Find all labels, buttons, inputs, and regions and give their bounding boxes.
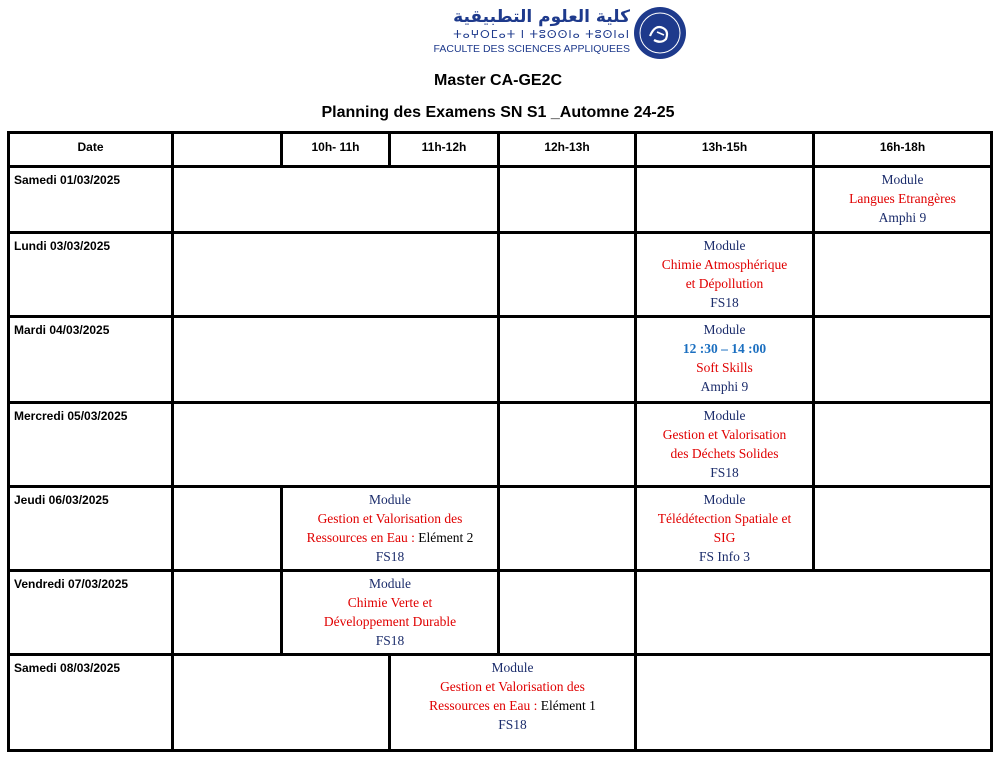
column-header: 13h-15h [636,133,814,167]
exam-room: FS18 [375,633,405,648]
faculty-name-tifinagh: ⵜⴰⵖⵔⵎⴰⵜ ⵏ ⵜⵓⵙⵙⵏⴰ ⵜⵓⵙⵏⴰⵏ [453,28,630,41]
exam-cell [636,487,814,571]
column-header [173,133,282,167]
table-row [9,233,992,317]
document-header [0,0,996,130]
empty-cell [814,403,992,487]
exam-cell [390,655,636,751]
empty-cell [499,571,636,655]
module-name: Gestion et Valorisation des [317,511,463,526]
planning-title: Planning des Examens SN S1 _Automne 24-25 [321,104,675,121]
empty-cell [814,233,992,317]
date-cell: Vendredi 07/03/2025 [9,571,173,655]
date-cell: Lundi 03/03/2025 [9,233,173,317]
module-name: Chimie Verte et [347,595,433,610]
empty-cell [173,571,282,655]
module-label: Module [881,172,924,187]
exam-time: 12 :30 – 14 :00 [682,341,767,356]
empty-cell [636,571,992,655]
faculty-name-french: FACULTE DES SCIENCES APPLIQUEES [433,43,630,55]
empty-cell [173,167,499,233]
empty-cell [636,655,992,751]
table-row [9,167,992,233]
exam-cell [282,487,499,571]
empty-cell [173,317,499,403]
empty-cell [636,167,814,233]
exam-cell [636,317,814,403]
empty-cell [499,487,636,571]
module-name: SIG [713,530,736,545]
empty-cell [173,233,499,317]
module-label: Module [369,576,411,591]
exam-cell [814,167,992,233]
module-name: Chimie Atmosphérique [661,257,788,272]
exam-schedule-table [7,131,993,752]
module-name: et Dépollution [685,276,764,291]
column-header: 10h- 11h [282,133,390,167]
empty-cell [499,317,636,403]
exam-cell [636,403,814,487]
module-name-line [391,696,634,715]
empty-cell [499,403,636,487]
module-label: Module [703,492,746,507]
exam-room: FS Info 3 [698,549,750,564]
empty-cell [173,655,390,751]
module-label: Module [491,660,534,675]
date-cell: Mardi 04/03/2025 [9,317,173,403]
empty-cell [499,167,636,233]
module-label: Module [703,238,746,253]
date-cell: Samedi 08/03/2025 [9,655,173,751]
empty-cell [173,403,499,487]
exam-room: FS18 [710,465,739,480]
faculty-name-arabic: كلية العلوم التطبيقية [453,7,630,27]
exam-room: Amphi 9 [878,210,927,225]
empty-cell [814,487,992,571]
column-header: 12h-13h [499,133,636,167]
module-name: Langues Etrangères [849,191,956,206]
module-name: des Déchets Solides [670,446,779,461]
exam-room: FS18 [498,717,527,732]
module-element: Elément 2 [414,530,474,545]
module-name: Ressources en Eau : [306,530,415,545]
table-row [9,317,992,403]
column-header: Date [9,133,173,167]
exam-cell [636,233,814,317]
date-cell: Jeudi 06/03/2025 [9,487,173,571]
empty-cell [814,317,992,403]
module-name: Gestion et Valorisation [662,427,787,442]
module-label: Module [703,322,746,337]
module-label: Module [703,408,746,423]
university-seal-icon [633,6,687,60]
empty-cell [499,233,636,317]
module-label: Module [369,492,411,507]
module-name: Soft Skills [696,360,753,375]
date-cell: Samedi 01/03/2025 [9,167,173,233]
table-row [9,655,992,751]
table-row [9,571,992,655]
module-name: Gestion et Valorisation des [440,679,585,694]
program-title: Master CA-GE2C [433,72,563,89]
faculty-logo-text [410,6,630,56]
table-row [9,403,992,487]
column-header: 11h-12h [390,133,499,167]
empty-cell [173,487,282,571]
exam-room: FS18 [375,549,405,564]
module-name-line [283,528,497,547]
module-name: Ressources en Eau : [429,698,538,713]
column-header: 16h-18h [814,133,992,167]
exam-cell [282,571,499,655]
date-cell: Mercredi 05/03/2025 [9,403,173,487]
exam-room: Amphi 9 [700,379,749,394]
module-name: Développement Durable [323,614,457,629]
header-row [9,133,992,167]
exam-room: FS18 [710,295,739,310]
module-name: Télédétection Spatiale et [657,511,792,526]
module-element: Elément 1 [537,698,596,713]
table-row [9,487,992,571]
